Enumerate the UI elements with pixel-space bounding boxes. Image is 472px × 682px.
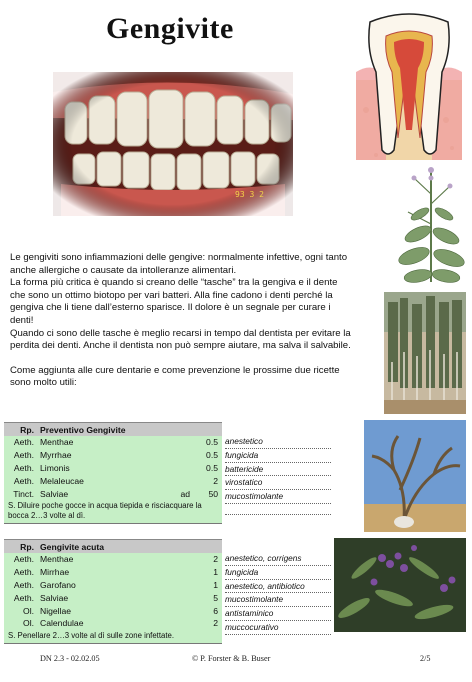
row-quantity: 50: [208, 488, 218, 499]
recipe-header: [4, 422, 222, 436]
row-ingredient: Garofano: [40, 579, 76, 590]
row-form: Aeth.: [13, 450, 34, 461]
recipe-row: [4, 579, 222, 592]
row-form: Tinct.: [13, 488, 34, 499]
row-ingredient: Melaleucae: [40, 475, 84, 486]
paragraph-dentist: Quando ci sono delle tasche è meglio recarsi in tempo dal dentista per evitare la perdita dei denti. Anche il dentista non può sempre aiutare, ma salva il salvabile.: [10, 327, 351, 352]
row-quantity: 5: [213, 592, 218, 603]
row-form: Ol.: [23, 618, 34, 629]
recipe-row: [4, 462, 222, 475]
row-form: Ol.: [23, 605, 34, 616]
tooth-cross-section-illustration: [356, 10, 462, 160]
effect-label: anestetico, corrigens: [225, 552, 331, 566]
recipe-row: [4, 474, 222, 487]
row-ingredient: Limonis: [40, 462, 70, 473]
row-form: Aeth.: [13, 592, 34, 603]
recipe-table-preventivo: [4, 422, 222, 524]
recipe-row: [4, 449, 222, 462]
row-quantity: 0.5: [206, 437, 218, 448]
recipe-table-acuta: [4, 539, 222, 644]
row-quantity: 2: [213, 554, 218, 565]
effect-label: muccocurativo: [225, 621, 331, 635]
row-quantity: 0.5: [206, 450, 218, 461]
row-quantity: 1: [213, 567, 218, 578]
effect-label: virostatico: [225, 476, 331, 490]
rp-header: Rp.: [20, 541, 34, 552]
effect-label: antistaminico: [225, 607, 331, 621]
row-form: Aeth.: [13, 437, 34, 448]
row-quantity: 6: [213, 605, 218, 616]
paragraph-pockets: La forma più critica è quando si creano delle “tasche” tra la gengiva e il dente che sono un ottimo biotopo per vari batteri. Alla fine cadono i denti perché la gengiva che li tiene dall’esterno sparisce. Il dolore è un segnale per curare i denti!: [10, 277, 338, 326]
recipe-row: [4, 591, 222, 604]
photo-stamp: 93 3 2: [235, 190, 264, 199]
page-title: Gengivite: [106, 12, 234, 45]
recipe-title: Gengivite acuta: [40, 541, 104, 552]
recipe-row: [4, 436, 222, 449]
recipe-row: [4, 487, 222, 500]
footer-page-number: 2/5: [420, 654, 431, 663]
recipe-row: [4, 617, 222, 630]
row-quantity: 2: [213, 618, 218, 629]
tea-tree-forest-photo: [384, 292, 466, 414]
row-extra: ad: [180, 488, 190, 499]
effect-label: fungicida: [225, 566, 331, 580]
row-quantity: 0.5: [206, 462, 218, 473]
effect-label: fungicida: [225, 449, 331, 463]
row-form: Aeth.: [13, 567, 34, 578]
row-form: Aeth.: [13, 579, 34, 590]
effect-label: mucostimolante: [225, 593, 331, 607]
recipe-title: Preventivo Gengivite: [40, 424, 126, 435]
effect-label: anestetico: [225, 435, 331, 449]
row-form: Aeth.: [13, 554, 34, 565]
paragraph-definition: Le gengiviti sono infiammazioni delle gengive: normalmente infettive, ogni tanto anche allergiche o causate da intolleranze alimentari.: [10, 252, 348, 276]
row-ingredient: Menthae: [40, 554, 74, 565]
row-form: Aeth.: [13, 462, 34, 473]
row-ingredient: Mirrhae: [40, 567, 70, 578]
recipe-instructions: S. Diluire poche gocce in acqua tiepida e risciacquare la bocca 2…3 volte al dì.: [4, 500, 222, 524]
effect-label: anestetico, antibiotico: [225, 580, 331, 594]
rp-header: Rp.: [20, 424, 34, 435]
recipe-row: [4, 566, 222, 579]
paragraph-recipes-intro: Come aggiunta alle cure dentarie e come prevenzione le prossime due ricette sono molto utili:: [10, 364, 340, 389]
intro-text: [10, 252, 355, 390]
recipe-effects-acuta: [225, 552, 331, 635]
row-quantity: 1: [213, 579, 218, 590]
recipe-row: [4, 553, 222, 566]
row-ingredient: Nigellae: [40, 605, 72, 616]
nigella-flower-photo: [334, 538, 466, 632]
effect-blank-line: [225, 504, 331, 515]
row-form: Aeth.: [13, 475, 34, 486]
recipe-row: [4, 604, 222, 617]
row-ingredient: Salviae: [40, 488, 69, 499]
gum-photo: [53, 72, 293, 216]
myrrh-tree-photo: [364, 420, 466, 532]
sage-plant-illustration: [394, 164, 468, 286]
effect-label: battericide: [225, 463, 331, 477]
row-ingredient: Myrrhae: [40, 450, 72, 461]
recipe-effects-preventivo: [225, 435, 331, 515]
row-quantity: 2: [213, 475, 218, 486]
effect-label: mucostimolante: [225, 490, 331, 504]
row-ingredient: Menthae: [40, 437, 74, 448]
footer-copyright: © P. Forster & B. Buser: [192, 654, 271, 663]
recipe-instructions: S. Penellare 2…3 volte al dì sulle zone infettate.: [4, 630, 222, 644]
row-ingredient: Salviae: [40, 592, 69, 603]
row-ingredient: Calendulae: [40, 618, 84, 629]
footer-doc-id: DN 2.3 - 02.02.05: [40, 654, 100, 663]
recipe-header: [4, 539, 222, 553]
